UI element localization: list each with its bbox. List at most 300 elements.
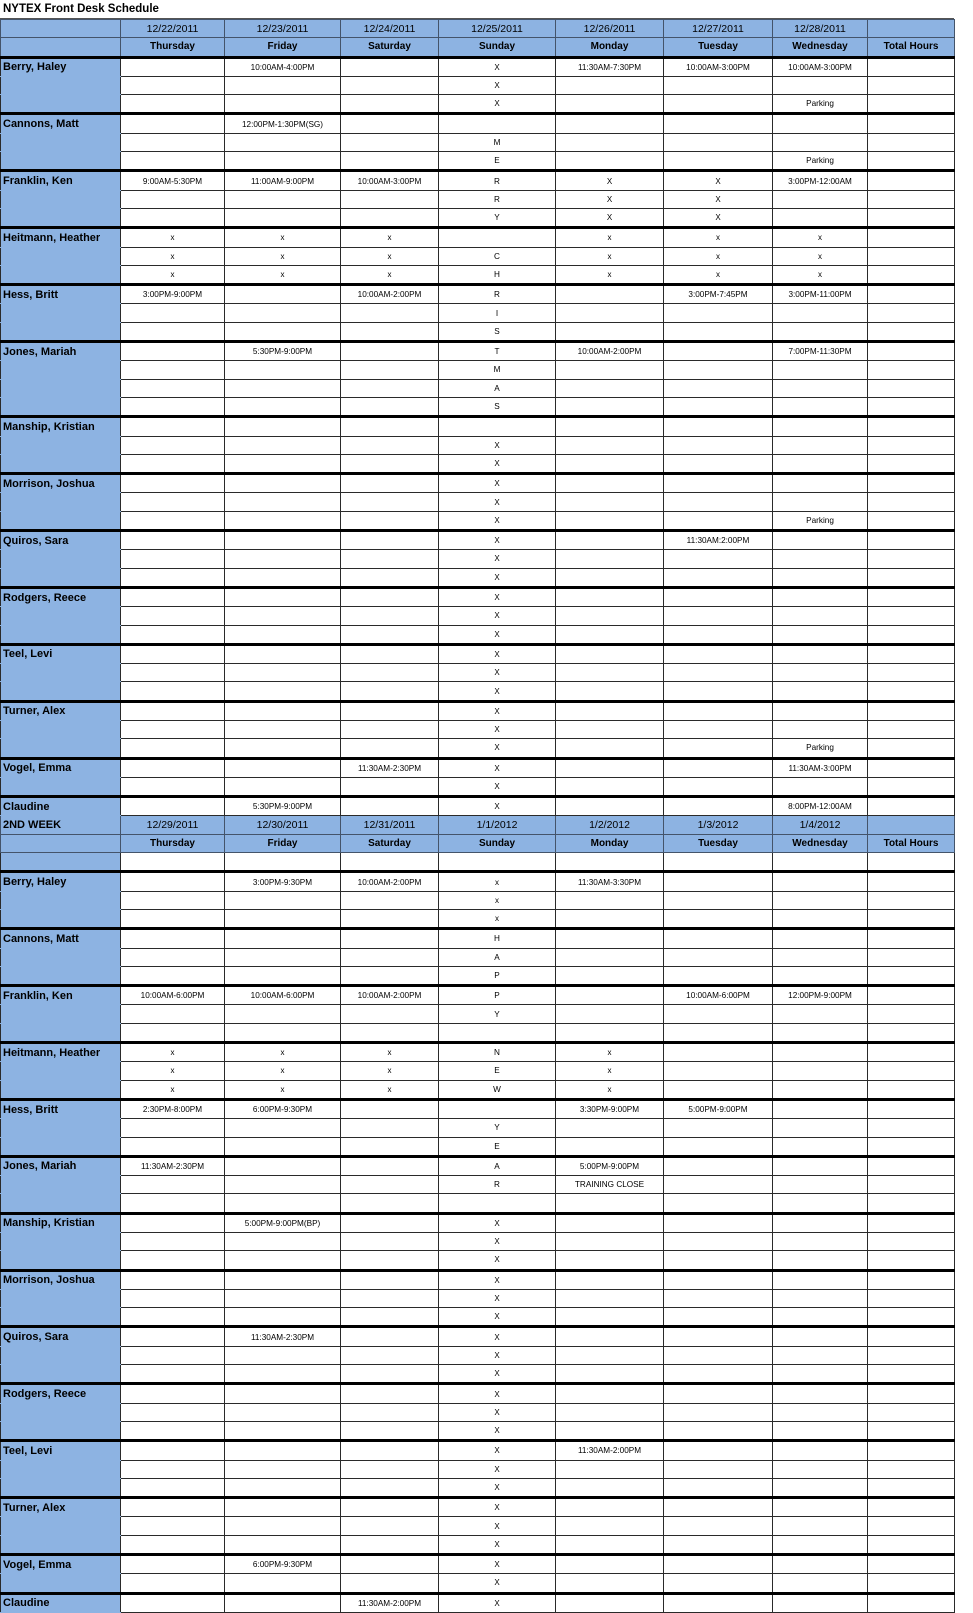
shift-cell[interactable] <box>556 511 664 530</box>
shift-cell[interactable] <box>121 1593 225 1612</box>
shift-cell[interactable] <box>556 1251 664 1270</box>
shift-cell[interactable] <box>341 701 439 720</box>
shift-cell[interactable] <box>556 417 664 436</box>
shift-cell[interactable] <box>664 1555 773 1574</box>
shift-cell[interactable] <box>664 777 773 796</box>
shift-cell[interactable] <box>225 1308 341 1327</box>
shift-cell[interactable] <box>664 76 773 94</box>
shift-cell[interactable] <box>556 1384 664 1403</box>
shift-cell[interactable] <box>341 853 439 872</box>
employee-name-cell[interactable] <box>1 1478 121 1497</box>
total-hours-cell[interactable] <box>868 1517 955 1535</box>
shift-cell[interactable] <box>773 891 868 909</box>
shift-cell[interactable] <box>341 208 439 227</box>
date-header-cell[interactable]: 1/3/2012 <box>664 816 773 834</box>
shift-cell[interactable] <box>225 1384 341 1403</box>
shift-cell[interactable] <box>664 379 773 397</box>
shift-cell[interactable] <box>556 436 664 454</box>
shift-cell[interactable] <box>664 1119 773 1137</box>
shift-cell[interactable] <box>341 57 439 76</box>
shift-cell[interactable]: R <box>439 171 556 190</box>
shift-cell[interactable]: TRAINING CLOSE <box>556 1176 664 1194</box>
shift-cell[interactable]: Y <box>439 1119 556 1137</box>
employee-name-cell[interactable] <box>1 247 121 265</box>
employee-name-cell[interactable] <box>1 1251 121 1270</box>
day-header-cell[interactable]: Monday <box>556 834 664 852</box>
total-hours-cell[interactable] <box>868 57 955 76</box>
shift-cell[interactable] <box>556 1023 664 1042</box>
shift-cell[interactable]: 3:00PM-9:00PM <box>121 285 225 304</box>
shift-cell[interactable] <box>341 550 439 568</box>
employee-name-cell[interactable] <box>1 909 121 928</box>
shift-cell[interactable]: X <box>439 607 556 625</box>
shift-cell[interactable] <box>773 1194 868 1213</box>
shift-cell[interactable] <box>556 1270 664 1289</box>
shift-cell[interactable]: x <box>225 265 341 284</box>
shift-cell[interactable]: N <box>439 1043 556 1062</box>
shift-cell[interactable]: X <box>439 1308 556 1327</box>
shift-cell[interactable] <box>225 1574 341 1593</box>
employee-name-cell[interactable] <box>1 1346 121 1364</box>
shift-cell[interactable]: 5:30PM-9:00PM <box>225 797 341 816</box>
shift-cell[interactable] <box>341 587 439 606</box>
shift-cell[interactable]: x <box>341 1062 439 1080</box>
total-hours-cell[interactable] <box>868 1270 955 1289</box>
shift-cell[interactable] <box>225 190 341 208</box>
day-header-cell[interactable]: Tuesday <box>664 834 773 852</box>
shift-cell[interactable]: x <box>121 265 225 284</box>
employee-name-cell[interactable]: Manship, Kristian <box>1 1213 121 1232</box>
employee-name-cell[interactable]: Hess, Britt <box>1 1099 121 1118</box>
shift-cell[interactable] <box>773 948 868 966</box>
shift-cell[interactable] <box>121 1365 225 1384</box>
total-hours-cell[interactable] <box>868 474 955 493</box>
day-header-blank[interactable] <box>1 38 121 57</box>
shift-cell[interactable] <box>556 361 664 379</box>
shift-cell[interactable] <box>773 1441 868 1460</box>
employee-name-cell[interactable] <box>1 664 121 682</box>
day-header-blank[interactable] <box>1 834 121 852</box>
shift-cell[interactable] <box>121 568 225 587</box>
shift-cell[interactable] <box>121 304 225 322</box>
employee-name-cell[interactable] <box>1 607 121 625</box>
total-hours-cell[interactable] <box>868 777 955 796</box>
shift-cell[interactable] <box>121 1574 225 1593</box>
shift-cell[interactable]: 11:00AM-9:00PM <box>225 171 341 190</box>
total-hours-cell[interactable] <box>868 265 955 284</box>
shift-cell[interactable] <box>556 986 664 1005</box>
shift-cell[interactable] <box>556 1478 664 1497</box>
total-hours-cell[interactable] <box>868 342 955 361</box>
employee-name-cell[interactable]: Hess, Britt <box>1 285 121 304</box>
shift-cell[interactable] <box>773 493 868 511</box>
shift-cell[interactable] <box>556 891 664 909</box>
shift-cell[interactable]: P <box>439 966 556 985</box>
total-hours-cell[interactable] <box>868 1080 955 1099</box>
shift-cell[interactable] <box>664 758 773 777</box>
shift-cell[interactable] <box>341 644 439 663</box>
shift-cell[interactable] <box>664 1478 773 1497</box>
shift-cell[interactable] <box>121 95 225 114</box>
employee-name-cell[interactable] <box>1 1137 121 1156</box>
shift-cell[interactable]: C <box>439 247 556 265</box>
employee-name-cell[interactable] <box>1 1062 121 1080</box>
shift-cell[interactable]: X <box>664 208 773 227</box>
shift-cell[interactable] <box>773 1308 868 1327</box>
shift-cell[interactable] <box>556 797 664 816</box>
total-hours-header[interactable]: Total Hours <box>868 38 955 57</box>
shift-cell[interactable] <box>225 133 341 151</box>
shift-cell[interactable]: x <box>225 1080 341 1099</box>
shift-cell[interactable] <box>773 607 868 625</box>
total-hours-cell[interactable] <box>868 511 955 530</box>
shift-cell[interactable]: x <box>121 1080 225 1099</box>
shift-cell[interactable] <box>556 76 664 94</box>
employee-name-cell[interactable] <box>1 95 121 114</box>
shift-cell[interactable] <box>556 1517 664 1535</box>
shift-cell[interactable] <box>121 1119 225 1137</box>
shift-cell[interactable]: T <box>439 342 556 361</box>
employee-name-cell[interactable]: Jones, Mariah <box>1 342 121 361</box>
shift-cell[interactable] <box>556 909 664 928</box>
shift-cell[interactable] <box>121 1176 225 1194</box>
date-header-cell[interactable]: 12/26/2011 <box>556 20 664 38</box>
shift-cell[interactable] <box>439 417 556 436</box>
total-hours-cell[interactable] <box>868 891 955 909</box>
employee-name-cell[interactable]: Teel, Levi <box>1 644 121 663</box>
shift-cell[interactable] <box>121 493 225 511</box>
total-hours-cell[interactable] <box>868 797 955 816</box>
shift-cell[interactable]: 11:30AM-2:30PM <box>341 758 439 777</box>
shift-cell[interactable] <box>556 1498 664 1517</box>
shift-cell[interactable]: x <box>439 909 556 928</box>
employee-name-cell[interactable] <box>1 853 121 872</box>
shift-cell[interactable]: 10:00AM-2:00PM <box>341 285 439 304</box>
employee-name-cell[interactable] <box>1 550 121 568</box>
day-header-cell[interactable]: Sunday <box>439 834 556 852</box>
shift-cell[interactable] <box>225 493 341 511</box>
shift-cell[interactable] <box>341 511 439 530</box>
shift-cell[interactable] <box>341 1213 439 1232</box>
total-hours-cell[interactable] <box>868 1043 955 1062</box>
shift-cell[interactable] <box>556 720 664 738</box>
shift-cell[interactable] <box>773 436 868 454</box>
shift-cell[interactable]: x <box>341 1043 439 1062</box>
shift-cell[interactable]: M <box>439 133 556 151</box>
shift-cell[interactable] <box>773 361 868 379</box>
shift-cell[interactable] <box>664 1403 773 1421</box>
shift-cell[interactable] <box>121 322 225 341</box>
total-hours-cell[interactable] <box>868 114 955 133</box>
shift-cell[interactable] <box>341 1023 439 1042</box>
total-hours-cell[interactable] <box>868 758 955 777</box>
shift-cell[interactable] <box>225 397 341 416</box>
shift-cell[interactable] <box>225 474 341 493</box>
total-hours-cell[interactable] <box>868 720 955 738</box>
shift-cell[interactable] <box>341 1365 439 1384</box>
shift-cell[interactable] <box>341 1176 439 1194</box>
shift-cell[interactable] <box>556 1213 664 1232</box>
shift-cell[interactable] <box>556 777 664 796</box>
shift-cell[interactable] <box>121 190 225 208</box>
shift-cell[interactable] <box>121 929 225 948</box>
shift-cell[interactable]: x <box>773 247 868 265</box>
shift-cell[interactable]: X <box>439 1460 556 1478</box>
employee-name-cell[interactable] <box>1 1233 121 1251</box>
shift-cell[interactable] <box>664 361 773 379</box>
shift-cell[interactable]: X <box>664 190 773 208</box>
shift-cell[interactable]: 9:00AM-5:30PM <box>121 171 225 190</box>
shift-cell[interactable] <box>341 909 439 928</box>
shift-cell[interactable] <box>225 208 341 227</box>
shift-cell[interactable] <box>664 948 773 966</box>
employee-name-cell[interactable]: Heitmann, Heather <box>1 1043 121 1062</box>
shift-cell[interactable] <box>121 758 225 777</box>
shift-cell[interactable]: 6:00PM-9:30PM <box>225 1099 341 1118</box>
shift-cell[interactable] <box>225 379 341 397</box>
employee-name-cell[interactable] <box>1 397 121 416</box>
shift-cell[interactable] <box>121 511 225 530</box>
shift-cell[interactable]: X <box>439 454 556 473</box>
total-hours-cell[interactable] <box>868 1478 955 1497</box>
date-header-cell[interactable]: 12/23/2011 <box>225 20 341 38</box>
shift-cell[interactable] <box>121 1005 225 1023</box>
shift-cell[interactable] <box>773 379 868 397</box>
shift-cell[interactable] <box>121 1403 225 1421</box>
shift-cell[interactable] <box>773 322 868 341</box>
shift-cell[interactable] <box>341 322 439 341</box>
shift-cell[interactable] <box>121 397 225 416</box>
shift-cell[interactable] <box>664 1213 773 1232</box>
shift-cell[interactable] <box>341 966 439 985</box>
shift-cell[interactable] <box>121 57 225 76</box>
shift-cell[interactable] <box>225 531 341 550</box>
shift-cell[interactable]: 12:00PM-9:00PM <box>773 986 868 1005</box>
total-hours-cell[interactable] <box>868 587 955 606</box>
shift-cell[interactable]: 6:00PM-9:30PM <box>225 1555 341 1574</box>
shift-cell[interactable] <box>121 1213 225 1232</box>
shift-cell[interactable] <box>664 1194 773 1213</box>
shift-cell[interactable] <box>121 797 225 816</box>
shift-cell[interactable] <box>121 1346 225 1364</box>
shift-cell[interactable]: X <box>439 76 556 94</box>
total-hours-cell[interactable] <box>868 1574 955 1593</box>
shift-cell[interactable] <box>664 607 773 625</box>
shift-cell[interactable] <box>664 1080 773 1099</box>
shift-cell[interactable] <box>773 701 868 720</box>
shift-cell[interactable] <box>556 1308 664 1327</box>
shift-cell[interactable] <box>556 1233 664 1251</box>
shift-cell[interactable] <box>341 797 439 816</box>
shift-cell[interactable] <box>773 872 868 891</box>
date-header-cell[interactable]: 12/24/2011 <box>341 20 439 38</box>
shift-cell[interactable] <box>773 1062 868 1080</box>
shift-cell[interactable] <box>664 1270 773 1289</box>
total-hours-cell[interactable] <box>868 739 955 758</box>
shift-cell[interactable] <box>664 1574 773 1593</box>
shift-cell[interactable]: x <box>556 1080 664 1099</box>
total-hours-cell[interactable] <box>868 247 955 265</box>
shift-cell[interactable] <box>225 1460 341 1478</box>
shift-cell[interactable] <box>773 1365 868 1384</box>
shift-cell[interactable] <box>225 436 341 454</box>
shift-cell[interactable] <box>664 1251 773 1270</box>
shift-cell[interactable] <box>773 304 868 322</box>
shift-cell[interactable] <box>341 342 439 361</box>
employee-name-cell[interactable] <box>1 436 121 454</box>
employee-name-cell[interactable] <box>1 1119 121 1137</box>
shift-cell[interactable] <box>225 966 341 985</box>
shift-cell[interactable] <box>556 948 664 966</box>
shift-cell[interactable] <box>225 568 341 587</box>
shift-cell[interactable] <box>664 1289 773 1307</box>
shift-cell[interactable] <box>773 1043 868 1062</box>
total-hours-cell[interactable] <box>868 285 955 304</box>
shift-cell[interactable] <box>225 1517 341 1535</box>
total-hours-cell[interactable] <box>868 1384 955 1403</box>
shift-cell[interactable]: X <box>439 1213 556 1232</box>
shift-cell[interactable] <box>556 1365 664 1384</box>
employee-name-cell[interactable] <box>1 304 121 322</box>
shift-cell[interactable] <box>664 1421 773 1440</box>
shift-cell[interactable] <box>121 644 225 663</box>
shift-cell[interactable] <box>225 550 341 568</box>
shift-cell[interactable]: E <box>439 1137 556 1156</box>
shift-cell[interactable] <box>664 644 773 663</box>
shift-cell[interactable] <box>773 777 868 796</box>
shift-cell[interactable] <box>664 1517 773 1535</box>
shift-cell[interactable]: 8:00PM-12:00AM <box>773 797 868 816</box>
shift-cell[interactable] <box>664 1441 773 1460</box>
shift-cell[interactable] <box>341 1478 439 1497</box>
shift-cell[interactable] <box>556 1346 664 1364</box>
shift-cell[interactable] <box>664 1062 773 1080</box>
total-hours-cell[interactable] <box>868 190 955 208</box>
shift-cell[interactable] <box>556 1403 664 1421</box>
total-hours-cell[interactable] <box>868 929 955 948</box>
shift-cell[interactable] <box>664 493 773 511</box>
employee-name-cell[interactable] <box>1 948 121 966</box>
shift-cell[interactable] <box>556 1194 664 1213</box>
shift-cell[interactable] <box>664 682 773 701</box>
shift-cell[interactable]: 11:30AM-2:00PM <box>556 1441 664 1460</box>
total-hours-cell[interactable] <box>868 986 955 1005</box>
shift-cell[interactable]: X <box>439 474 556 493</box>
shift-cell[interactable]: X <box>439 1403 556 1421</box>
shift-cell[interactable] <box>341 1233 439 1251</box>
shift-cell[interactable] <box>121 361 225 379</box>
shift-cell[interactable] <box>341 114 439 133</box>
shift-cell[interactable] <box>773 1137 868 1156</box>
shift-cell[interactable] <box>225 664 341 682</box>
employee-name-cell[interactable] <box>1 1176 121 1194</box>
shift-cell[interactable]: X <box>439 57 556 76</box>
shift-cell[interactable] <box>773 190 868 208</box>
total-hours-cell[interactable] <box>868 1213 955 1232</box>
day-header-cell[interactable]: Monday <box>556 38 664 57</box>
shift-cell[interactable] <box>664 872 773 891</box>
shift-cell[interactable]: 11:30AM-2:00PM <box>341 1593 439 1612</box>
shift-cell[interactable] <box>121 152 225 171</box>
employee-name-cell[interactable]: Rodgers, Reece <box>1 587 121 606</box>
shift-cell[interactable] <box>773 1119 868 1137</box>
shift-cell[interactable] <box>121 1251 225 1270</box>
total-hours-cell[interactable] <box>868 397 955 416</box>
total-hours-cell[interactable] <box>868 1308 955 1327</box>
shift-cell[interactable] <box>664 1460 773 1478</box>
shift-cell[interactable] <box>121 1441 225 1460</box>
shift-cell[interactable] <box>121 208 225 227</box>
shift-cell[interactable] <box>341 929 439 948</box>
shift-cell[interactable]: 10:00AM-2:00PM <box>341 986 439 1005</box>
shift-cell[interactable] <box>341 1421 439 1440</box>
employee-name-cell[interactable] <box>1 1023 121 1042</box>
shift-cell[interactable] <box>121 474 225 493</box>
employee-name-cell[interactable] <box>1 1403 121 1421</box>
employee-name-cell[interactable] <box>1 265 121 284</box>
shift-cell[interactable] <box>341 1308 439 1327</box>
shift-cell[interactable] <box>341 152 439 171</box>
employee-name-cell[interactable]: Manship, Kristian <box>1 417 121 436</box>
total-hours-cell[interactable] <box>868 76 955 94</box>
shift-cell[interactable] <box>556 625 664 644</box>
shift-cell[interactable]: X <box>439 701 556 720</box>
employee-name-cell[interactable] <box>1 361 121 379</box>
shift-cell[interactable] <box>664 1365 773 1384</box>
shift-cell[interactable] <box>439 853 556 872</box>
date-header-cell[interactable]: 12/25/2011 <box>439 20 556 38</box>
shift-cell[interactable] <box>341 1289 439 1307</box>
shift-cell[interactable]: 3:00PM-11:00PM <box>773 285 868 304</box>
shift-cell[interactable]: x <box>225 247 341 265</box>
shift-cell[interactable] <box>664 1176 773 1194</box>
shift-cell[interactable] <box>556 133 664 151</box>
employee-name-cell[interactable] <box>1 739 121 758</box>
total-hours-cell[interactable] <box>868 1365 955 1384</box>
shift-cell[interactable]: x <box>556 1043 664 1062</box>
shift-cell[interactable] <box>341 1119 439 1137</box>
employee-name-cell[interactable] <box>1 1194 121 1213</box>
shift-cell[interactable] <box>773 1176 868 1194</box>
total-hours-cell[interactable] <box>868 493 955 511</box>
total-hours-cell[interactable] <box>868 1327 955 1346</box>
shift-cell[interactable]: X <box>439 625 556 644</box>
shift-cell[interactable] <box>225 1023 341 1042</box>
shift-cell[interactable] <box>773 1251 868 1270</box>
total-hours-cell[interactable] <box>868 966 955 985</box>
shift-cell[interactable]: X <box>439 1289 556 1307</box>
shift-cell[interactable] <box>556 607 664 625</box>
shift-cell[interactable] <box>225 95 341 114</box>
shift-cell[interactable] <box>121 872 225 891</box>
shift-cell[interactable]: x <box>773 265 868 284</box>
shift-cell[interactable] <box>225 1176 341 1194</box>
shift-cell[interactable] <box>664 133 773 151</box>
shift-cell[interactable] <box>664 454 773 473</box>
total-hours-cell[interactable] <box>868 1062 955 1080</box>
shift-cell[interactable] <box>225 1403 341 1421</box>
shift-cell[interactable] <box>556 95 664 114</box>
shift-cell[interactable]: Parking <box>773 511 868 530</box>
shift-cell[interactable] <box>225 417 341 436</box>
shift-cell[interactable] <box>341 379 439 397</box>
employee-name-cell[interactable] <box>1 1080 121 1099</box>
total-hours-cell[interactable] <box>868 701 955 720</box>
shift-cell[interactable]: A <box>439 948 556 966</box>
shift-cell[interactable] <box>664 891 773 909</box>
shift-cell[interactable]: X <box>439 550 556 568</box>
shift-cell[interactable] <box>773 531 868 550</box>
